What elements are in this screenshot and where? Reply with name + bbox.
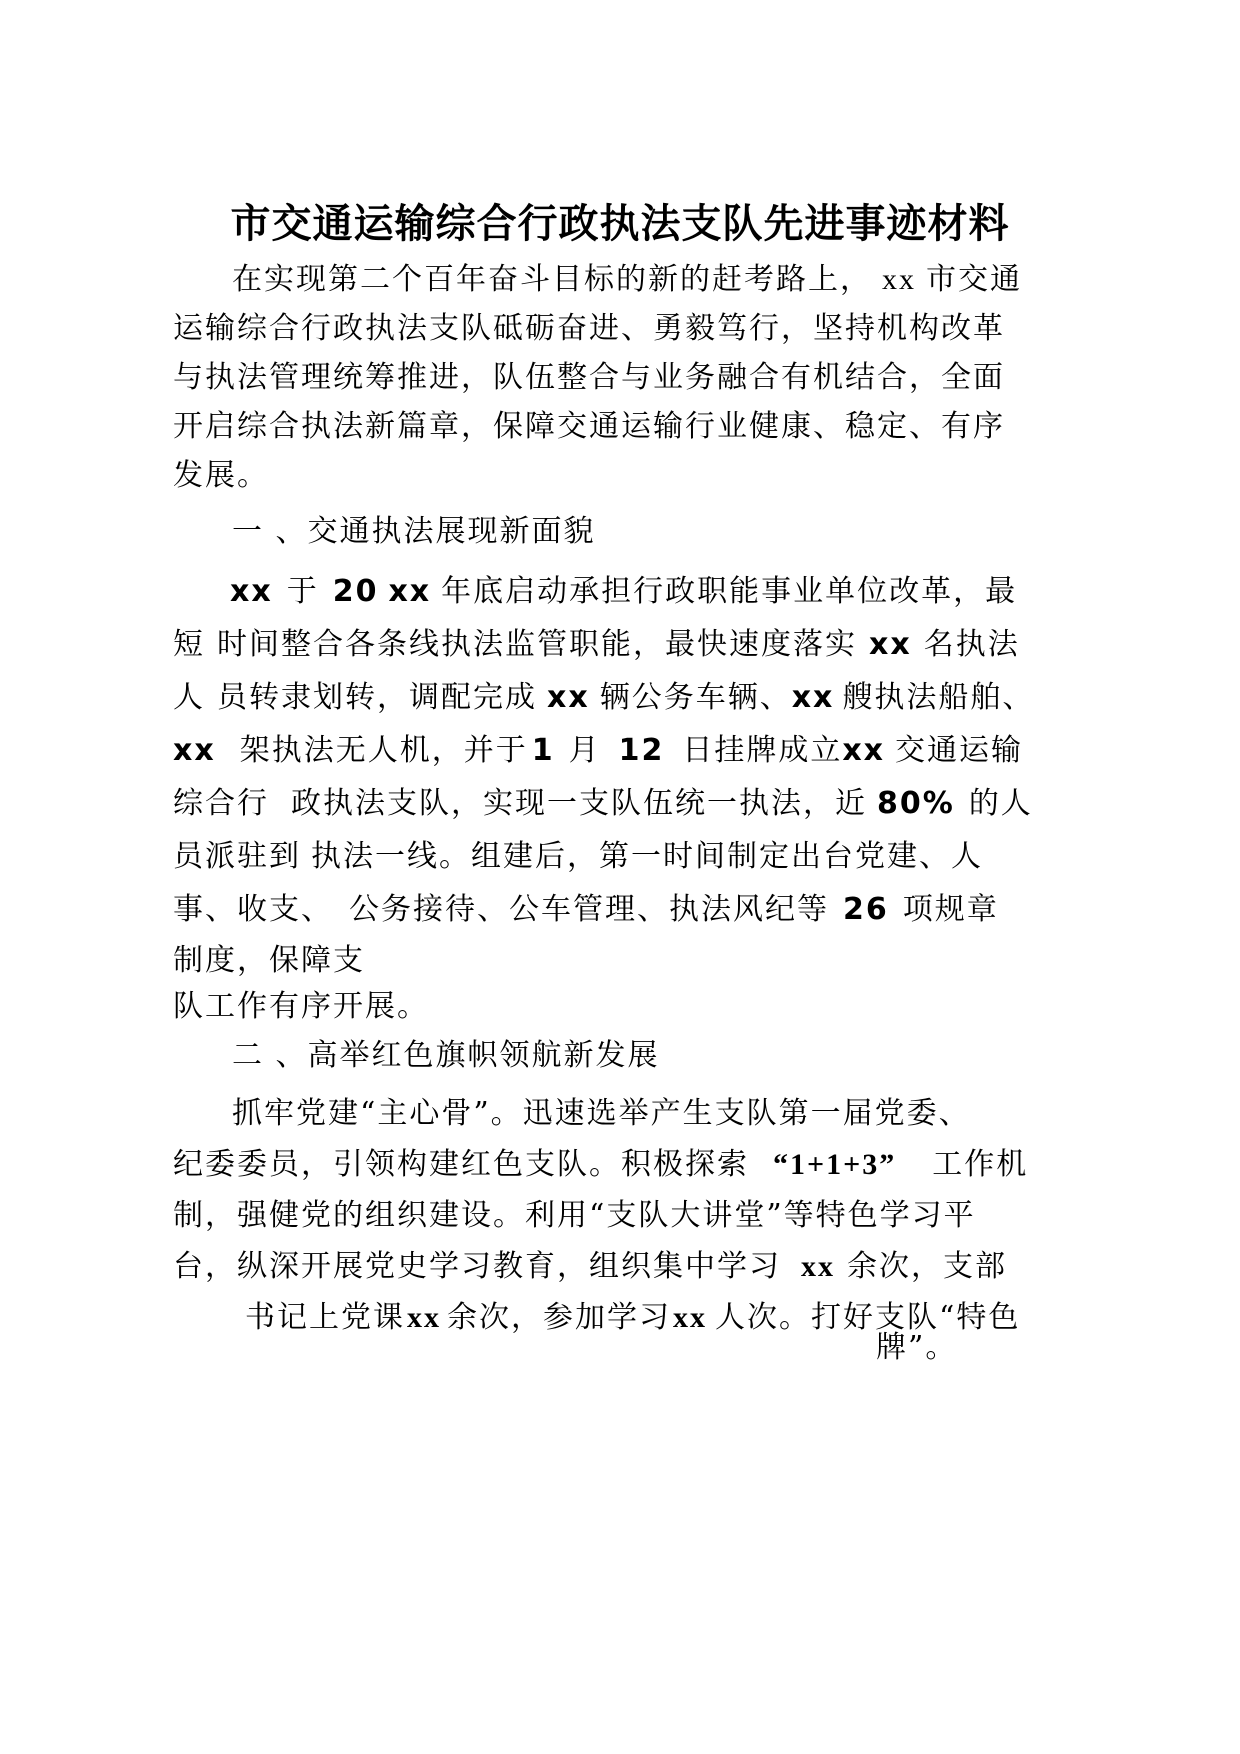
- placeholder-xx: xx: [673, 1301, 707, 1334]
- text: 交通运输: [895, 733, 1024, 768]
- placeholder-xx: xx: [869, 627, 912, 662]
- placeholder-xx: xx: [230, 574, 273, 609]
- intro-text: 市交通: [926, 262, 1022, 297]
- placeholder-xx: xx: [547, 680, 590, 715]
- text: 艘执法船舶、: [842, 680, 1035, 715]
- mechanism-label: “1+1+3”: [773, 1148, 897, 1181]
- document-title: 市交通运输综合行政执法支队先进事迹材料: [230, 201, 1010, 247]
- text: 公务接待、公车管理、执法风纪等: [349, 892, 829, 927]
- intro-line-3: 与执法管理统筹推进，队伍整合与业务融合有机结合，全面: [173, 360, 1005, 395]
- intro-line-2: 运输综合行政执法支队砥砺奋进、勇毅笃行，坚持机构改革: [173, 311, 1005, 346]
- text: 台，纵深开展党史学习教育，组织集中学习: [173, 1249, 781, 1284]
- text: 员转隶划转，调配完成: [217, 680, 537, 715]
- intro-line-1: [232, 260, 1022, 300]
- placeholder-xx: xx: [882, 263, 916, 296]
- text: 的人: [968, 786, 1033, 821]
- percentage: 80%: [877, 786, 955, 821]
- text: 书记上党课: [245, 1300, 405, 1335]
- section1-line-6: [173, 837, 983, 877]
- intro-text: 在实现第二个百年奋斗目标的新的赶考路上，: [232, 262, 872, 297]
- text: 月: [568, 733, 601, 768]
- section1-line-1: [230, 572, 1017, 612]
- text: 余次，支部: [847, 1249, 1007, 1284]
- text: 事、收支、: [173, 892, 333, 927]
- section2-line-6: 牌”。: [876, 1330, 958, 1365]
- section1-line-2: [173, 625, 1020, 665]
- text: 工作机: [932, 1147, 1029, 1182]
- section1-line-3: [173, 678, 1034, 718]
- placeholder-xx: xx: [842, 733, 886, 768]
- text: 政执法支队，实现一支队伍统一执法，近: [291, 786, 867, 821]
- section-heading-1: 一 、交通执法展现新面貌: [232, 514, 596, 549]
- section-heading-2: 二 、高举红色旗帜领航新发展: [232, 1038, 660, 1073]
- text: 纪委委员，引领构建红色支队。积极探索: [173, 1147, 749, 1182]
- intro-line-4: 开启综合执法新篇章，保障交通运输行业健康、稳定、有序: [173, 409, 1005, 444]
- placeholder-xx: xx: [407, 1301, 441, 1334]
- date-number: 12: [618, 733, 665, 768]
- text: 执法一线。组建后，第一时间制定出台党建、人: [311, 839, 983, 874]
- placeholder-xx: xx: [791, 680, 835, 715]
- text: 年底启动承担行政职能事业单位改革，最: [441, 574, 1018, 609]
- text: 员派驻到: [173, 839, 301, 874]
- section2-line-4: [173, 1247, 1007, 1287]
- section2-line-2: [173, 1145, 1028, 1185]
- section2-line-1: 抓牢党建“主心骨”。迅速选举产生支队第一届党委、: [232, 1096, 971, 1131]
- placeholder-xx: xx: [173, 733, 216, 768]
- text: 短: [173, 627, 205, 662]
- date-number: 1: [531, 733, 555, 768]
- year-number: 20: [332, 574, 379, 609]
- section1-line-7: [173, 890, 999, 930]
- placeholder-xx: xx: [801, 1250, 835, 1283]
- placeholder-xx: xx: [388, 574, 432, 609]
- text: 于: [286, 574, 319, 609]
- count-number: 26: [843, 892, 889, 927]
- text: 余次，参加学习: [447, 1300, 671, 1335]
- text: 名执法: [923, 627, 1020, 662]
- intro-line-5: 发展。: [173, 458, 269, 493]
- section1-line-4: [173, 731, 1023, 771]
- section1-line-9: 队工作有序开展。: [173, 989, 429, 1024]
- text: 综合行: [173, 786, 269, 821]
- section2-line-3: 制，强健党的组织建设。利用“支队大讲堂”等特色学习平: [173, 1198, 976, 1233]
- section1-line-8: 制度，保障支: [173, 943, 365, 978]
- text: 架执法无人机，并于: [239, 733, 528, 768]
- text: 人: [173, 680, 205, 715]
- text: 时间整合各条线执法监管职能，最快速度落实: [217, 627, 857, 662]
- section1-line-5: [173, 784, 1033, 824]
- text: 项规章: [902, 892, 999, 927]
- text: 日挂牌成立: [682, 733, 843, 768]
- text: 人次。打好支队“特色: [715, 1300, 1021, 1335]
- text: 辆公务车辆、: [599, 680, 792, 715]
